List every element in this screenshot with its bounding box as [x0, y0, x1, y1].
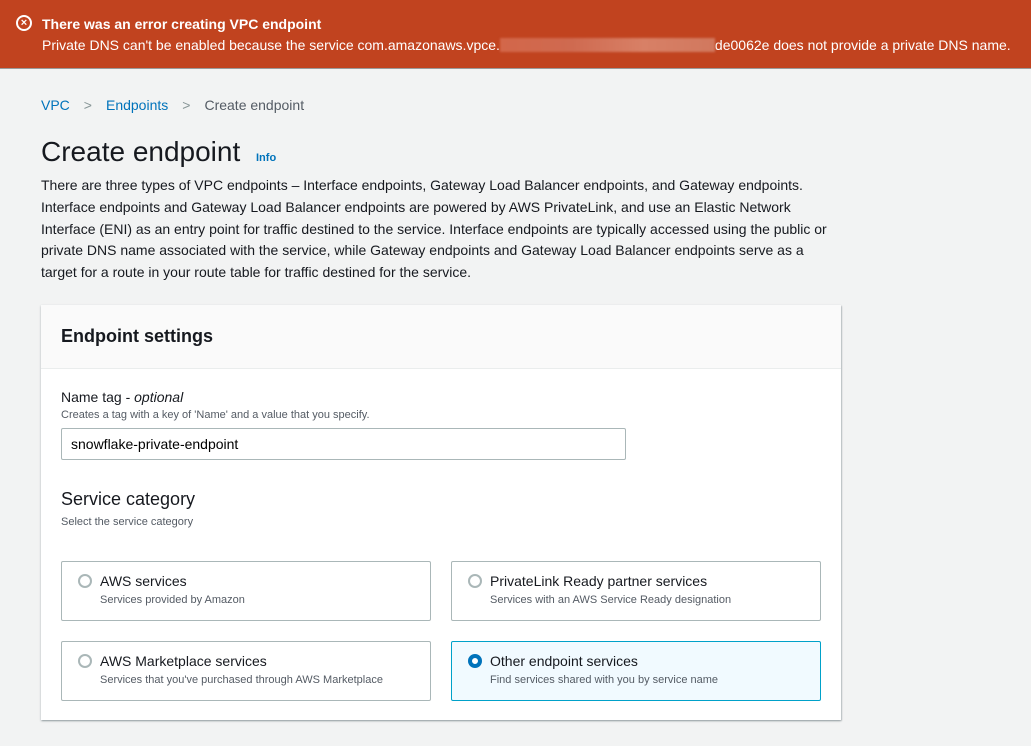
error-message: [42, 37, 1011, 53]
breadcrumb: [41, 97, 304, 113]
option-subtitle: Services with an AWS Service Ready designation: [490, 594, 732, 606]
name-tag-label: [61, 389, 183, 405]
error-message-suffix: de0062e does not provide a private DNS name.: [714, 37, 1011, 53]
error-banner: [0, 0, 1031, 69]
option-title: AWS services: [100, 573, 187, 589]
panel-header: Endpoint settings: [41, 305, 841, 369]
page-title: Create endpoint: [41, 136, 241, 167]
optional-text: optional: [134, 389, 184, 405]
name-tag-label-text: Name tag -: [61, 389, 135, 405]
service-category-hint: Select the service category: [61, 516, 194, 528]
service-category-title: Service category: [61, 489, 196, 509]
endpoint-settings-panel: [41, 305, 841, 720]
radio-button[interactable]: [78, 654, 92, 668]
chevron-right-icon: >: [182, 97, 191, 113]
option-privatelink-partner[interactable]: [451, 561, 821, 621]
option-other-endpoint-services[interactable]: [451, 641, 821, 701]
redacted-region: [500, 38, 715, 52]
option-aws-marketplace[interactable]: [61, 641, 431, 701]
error-message-prefix: Private DNS can't be enabled because the service com.amazonaws.vpce.: [42, 37, 500, 53]
radio-button-selected[interactable]: [468, 654, 482, 668]
option-subtitle: Services provided by Amazon: [100, 594, 245, 606]
name-tag-input[interactable]: [61, 428, 626, 460]
option-subtitle: Services that you've purchased through AWS Marketplace: [100, 674, 383, 686]
option-aws-services[interactable]: [61, 561, 431, 621]
x-circle-icon: ×: [16, 15, 32, 31]
breadcrumb-endpoints[interactable]: Endpoints: [105, 97, 169, 113]
radio-button[interactable]: [78, 574, 92, 588]
name-tag-hint: Creates a tag with a key of 'Name' and a value that you specify.: [61, 409, 370, 421]
radio-button[interactable]: [468, 574, 482, 588]
info-link[interactable]: Info: [256, 152, 277, 164]
option-subtitle: Find services shared with you by service name: [490, 674, 719, 686]
error-title: There was an error creating VPC endpoint: [42, 16, 322, 32]
chevron-right-icon: >: [83, 97, 92, 113]
option-title: Other endpoint services: [490, 653, 638, 669]
page-description: There are three types of VPC endpoints – Interface endpoints, Gateway Load Balancer endpoints, and Gateway endpoints. Interface endpoints and Gateway Load Balancer endpoints are powered by AWS PrivateLink, and use an Elastic Network Interface (ENI) as an entry point for traffic destined to the service. Interface endpoints are typically accessed using the public or private DNS name associated with the service, while Gateway endpoints and Gateway Load Balancer endpoints serve as a target for a route in your route table for traffic destined for the service.: [41, 177, 827, 281]
option-title: AWS Marketplace services: [100, 653, 267, 669]
breadcrumb-vpc[interactable]: VPC: [41, 97, 70, 113]
option-title: PrivateLink Ready partner services: [490, 573, 708, 589]
breadcrumb-current: Create endpoint: [204, 97, 305, 113]
